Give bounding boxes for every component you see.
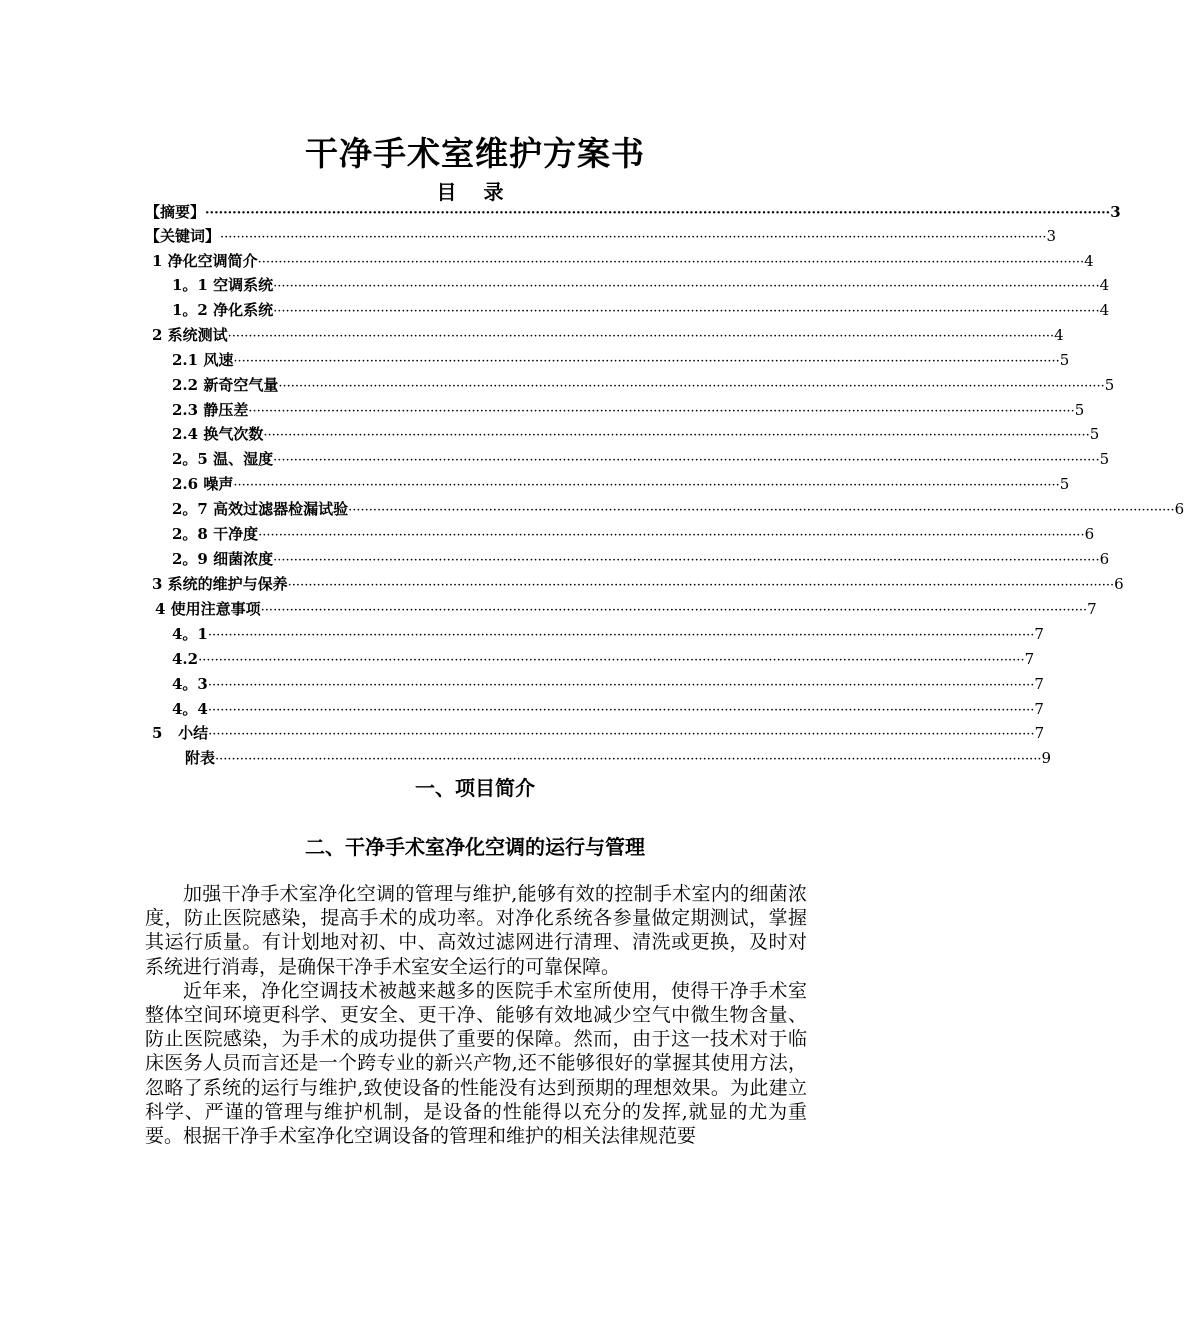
toc-entry-page: 7 [1034, 625, 1044, 643]
toc-entry-label: 2.6 噪声 [172, 475, 234, 493]
toc-entry-label: 2.3 静压差 [172, 401, 249, 419]
toc-leader: ········································································································································································································ [273, 453, 1100, 468]
toc-entry[interactable] [172, 273, 1110, 297]
toc-entry-page: 7 [1024, 650, 1035, 668]
toc-entry[interactable] [172, 472, 1070, 496]
toc-entry[interactable] [152, 572, 1124, 596]
toc-leader: ········································································································································································································ [198, 653, 1025, 668]
toc-entry-page: 7 [1034, 700, 1044, 718]
toc-entry-label: 1。2 净化系统 [172, 301, 274, 319]
toc-entry[interactable] [172, 348, 1070, 372]
toc-entry-page: 6 [1099, 550, 1110, 568]
toc-entry-page: 4 [1084, 252, 1094, 270]
toc-leader: ········································································································································································································ [227, 329, 1055, 344]
toc-entry[interactable] [172, 647, 1035, 671]
toc-entry-page: 3 [1110, 203, 1121, 221]
toc-entry-page: 6 [1174, 500, 1184, 518]
toc-entry-page: 6 [1084, 525, 1095, 543]
toc-entry-page: 5 [1074, 401, 1085, 419]
toc-leader: ········································································································································································································ [207, 628, 1035, 643]
toc-entry-label: 4。3 [172, 675, 208, 693]
toc-entry-page: 9 [1041, 749, 1052, 767]
toc-entry[interactable] [152, 323, 1064, 347]
toc-entry-label: 2.1 风速 [172, 351, 234, 369]
toc-entry-page: 5 [1104, 376, 1115, 394]
toc-leader: ········································································································································································································ [273, 553, 1100, 568]
toc-leader: ········································································································································································································ [207, 678, 1035, 693]
toc-entry-page: 4 [1054, 326, 1064, 344]
toc-entry[interactable] [185, 746, 1052, 770]
toc-leader: ········································································································································································································ [260, 603, 1088, 618]
document-title: 干净手术室维护方案书 [305, 134, 645, 173]
toc-entry[interactable] [152, 249, 1094, 273]
toc-entry[interactable] [172, 522, 1095, 546]
toc-entry-label: 2。7 高效过滤器检漏试验 [172, 500, 349, 518]
toc-entry-label: 2.2 新奇空气量 [172, 376, 279, 394]
toc-entry-page: 5 [1099, 450, 1110, 468]
body-text [145, 882, 807, 1148]
toc-entry[interactable] [172, 672, 1044, 696]
toc-entry-label: 【摘要】 [145, 203, 206, 221]
toc-leader: ········································································································································································································ [215, 752, 1042, 767]
toc-leader: ········································································································································································································ [258, 528, 1085, 543]
toc-entry-page: 4 [1099, 301, 1110, 319]
toc-leader: ········································································································································································································ [257, 255, 1085, 270]
toc-heading: 目 录 [436, 180, 514, 204]
toc-entry-label: 3 系统的维护与保养 [152, 575, 288, 593]
toc-leader: ········································································································································································································ [208, 727, 1035, 742]
toc-entry[interactable] [172, 422, 1100, 446]
toc-entry-label: 4 使用注意事项 [155, 600, 261, 618]
toc-entry-page: 7 [1034, 675, 1044, 693]
toc-entry[interactable] [172, 497, 1184, 521]
toc-entry-label: 4。4 [172, 700, 208, 718]
toc-entry-label: 2。8 干净度 [172, 525, 259, 543]
toc-entry-page: 7 [1087, 600, 1097, 618]
toc-leader: ········································································································································································································ [205, 206, 1111, 221]
toc-entry[interactable] [172, 447, 1110, 471]
toc-leader: ········································································································································································································ [263, 428, 1090, 443]
toc-entry-label: 2。9 细菌浓度 [172, 550, 274, 568]
toc-entry-label: 2。5 温、湿度 [172, 450, 274, 468]
toc-entry[interactable] [172, 547, 1110, 571]
paragraph: 加强干净手术室净化空调的管理与维护,能够有效的控制手术室内的细菌浓度，防止医院感染，提高手术的成功率。对净化系统各参量做定期测试，掌握其运行质量。有计划地对初、中、高效过滤网进行清理、清洗或更换，及时对系统进行消毒，是确保干净手术室安全运行的可靠保障。 [145, 883, 807, 978]
toc-entry-page: 4 [1099, 276, 1110, 294]
toc-entry[interactable] [172, 622, 1044, 646]
toc-leader: ········································································································································································································ [348, 503, 1175, 518]
toc-entry[interactable] [172, 398, 1085, 422]
toc-entry-label: 5 小结 [152, 724, 209, 742]
toc-leader: ········································································································································································································ [273, 279, 1100, 294]
toc-leader: ········································································································································································································ [207, 703, 1035, 718]
toc-entry-page: 5 [1059, 351, 1070, 369]
toc-entry-label: 【关键词】 [145, 227, 221, 245]
paragraph: 近年来，净化空调技术被越来越多的医院手术室所使用，使得干净手术室整体空间环境更科学、更安全、更干净、能够有效地减少空气中微生物含量、防止医院感染，为手术的成功提供了重要的保障。然而，由于这一技术对于临床医务人员而言还是一个跨专业的新兴产物,还不能够很好的掌握其使用方法，忽略了系统的运行与维护,致使设备的性能没有达到预期的理想效果。为此建立科学、严谨的管理与维护机制，是设备的性能得以充分的发挥,就显的尤为重要。根据干净手术室净化空调设备的管理和维护的相关法律规范要 [145, 979, 807, 1148]
toc-entry-page: 5 [1059, 475, 1070, 493]
toc-entry-label: 2 系统测试 [152, 326, 228, 344]
toc-entry[interactable] [152, 721, 1045, 745]
toc-entry[interactable] [145, 224, 1057, 248]
toc-entry[interactable] [145, 200, 1121, 224]
toc-entry-page: 6 [1114, 575, 1124, 593]
toc-entry-page: 3 [1046, 227, 1057, 245]
section-title-intro: 一、项目简介 [415, 776, 535, 800]
toc-entry-label: 4.2 [172, 650, 199, 668]
toc-entry-page: 7 [1034, 724, 1045, 742]
toc-leader: ········································································································································································································ [287, 578, 1115, 593]
toc-entry-label: 1。1 空调系统 [172, 276, 274, 294]
toc-entry[interactable] [172, 697, 1044, 721]
toc-leader: ········································································································································································································ [233, 478, 1060, 493]
toc-entry-label: 2.4 换气次数 [172, 425, 264, 443]
toc-entry[interactable] [172, 298, 1110, 322]
toc-leader: ········································································································································································································ [278, 379, 1105, 394]
toc-entry-label: 附表 [185, 749, 216, 767]
section-title-management: 二、干净手术室净化空调的运行与管理 [305, 835, 645, 859]
toc-entry-page: 5 [1089, 425, 1100, 443]
toc-entry-label: 4。1 [172, 625, 208, 643]
toc-leader: ········································································································································································································ [248, 404, 1075, 419]
toc-entry[interactable] [155, 597, 1097, 621]
toc-leader: ········································································································································································································ [220, 230, 1047, 245]
toc-entry-label: 1 净化空调简介 [152, 252, 258, 270]
toc-leader: ········································································································································································································ [273, 304, 1100, 319]
toc-entry[interactable] [172, 373, 1115, 397]
toc-leader: ········································································································································································································ [233, 354, 1060, 369]
